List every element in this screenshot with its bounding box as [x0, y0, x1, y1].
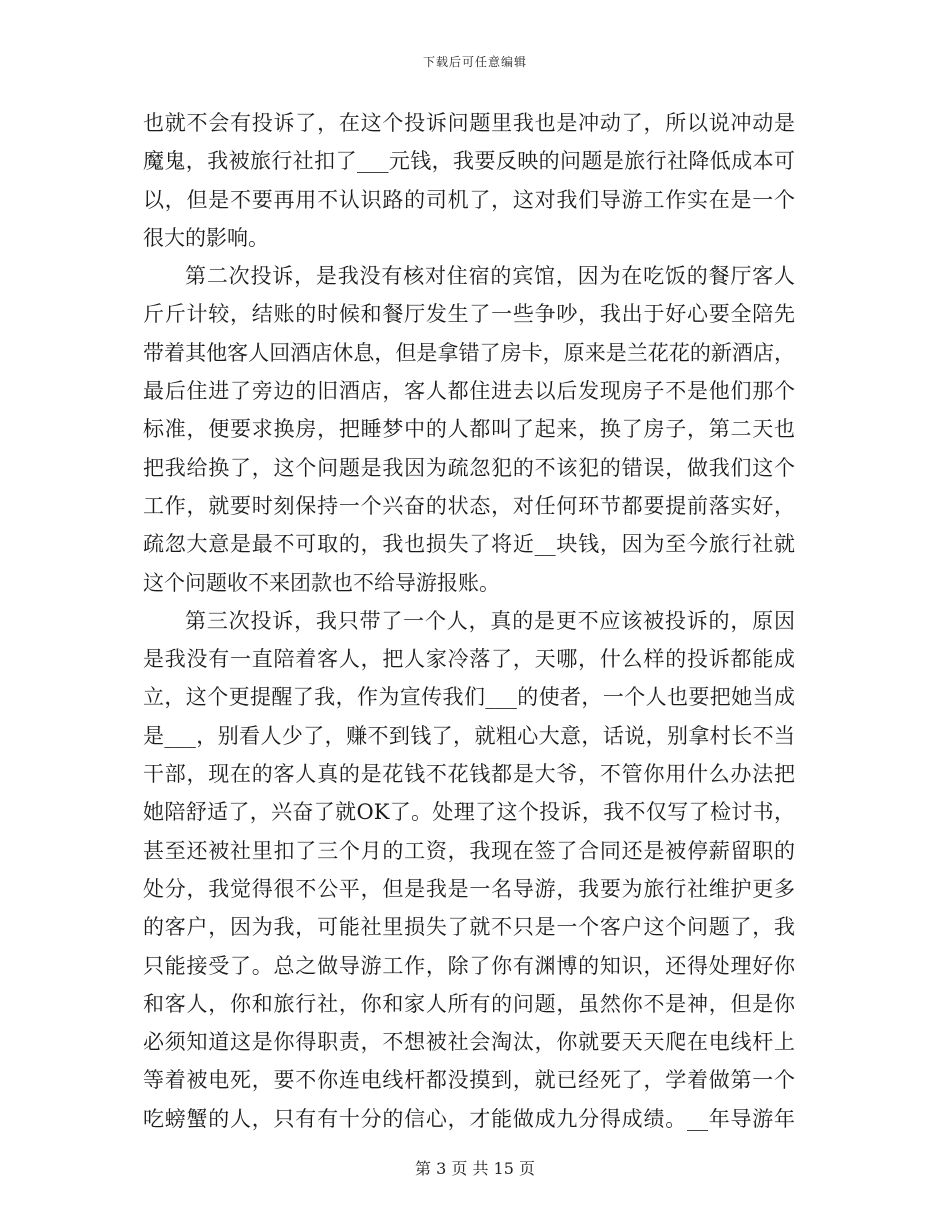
text-line: 和客人，你和旅行社，你和家人所有的问题，虽然你不是神，但是你 [143, 991, 795, 1016]
text-line: 只能接受了。总之做导游工作，除了你有渊博的知识，还得处理好你 [143, 953, 795, 978]
text-line: 立，这个更提醒了我，作为宣传我们___的使者，一个人也要把她当成 [143, 685, 795, 710]
text-line: 以，但是不要再用不认识路的司机了，这对我们导游工作实在是一个 [143, 187, 795, 212]
text-line: 干部，现在的客人真的是花钱不花钱都是大爷，不管你用什么办法把 [143, 762, 795, 787]
text-line: 很大的影响。 [143, 225, 269, 250]
text-line: 处分，我觉得很不公平，但是我是一名导游，我要为旅行社维护更多 [143, 876, 795, 901]
document-body [143, 104, 795, 1138]
text-line: 这个问题收不来团款也不给导游报账。 [143, 570, 500, 595]
text-line: 魔鬼，我被旅行社扣了___元钱，我要反映的问题是旅行社降低成本可 [143, 149, 795, 174]
text-line: 甚至还被社里扣了三个月的工资，我现在签了合同还是被停薪留职的 [143, 838, 795, 863]
text-line: 疏忽大意是最不可取的，我也损失了将近__块钱，因为至今旅行社就 [143, 532, 795, 557]
text-line: 是___，别看人少了，赚不到钱了，就粗心大意，话说，别拿村长不当 [143, 723, 795, 748]
text-line: 带着其他客人回酒店休息，但是拿错了房卡，原来是兰花花的新酒店， [143, 340, 795, 365]
text-line: 第三次投诉，我只带了一个人，真的是更不应该被投诉的，原因 [185, 608, 795, 633]
text-line: 也就不会有投诉了，在这个投诉问题里我也是冲动了，所以说冲动是 [143, 111, 795, 135]
text-line: 斤斤计较，结账的时候和餐厅发生了一些争吵，我出于好心要全陪先 [143, 302, 795, 327]
text-line: 把我给换了，这个问题是我因为疏忽犯的不该犯的错误，做我们这个 [143, 455, 795, 480]
text-line: 是我没有一直陪着客人，把人家冷落了，天哪，什么样的投诉都能成 [143, 647, 795, 672]
text-line: 吃螃蟹的人，只有有十分的信心，才能做成九分得成绩。__年导游年 [143, 1106, 795, 1131]
text-line: 标准，便要求换房，把睡梦中的人都叫了起来，换了房子，第二天也 [143, 417, 795, 442]
header-note: 下载后可任意编辑 [422, 55, 527, 69]
text-line: 工作，就要时刻保持一个兴奋的状态，对任何环节都要提前落实好， [143, 493, 795, 518]
text-line: 最后住进了旁边的旧酒店，客人都住进去以后发现房子不是他们那个 [143, 379, 795, 404]
text-line: 的客户，因为我，可能社里损失了就不只是一个客户这个问题了，我 [143, 915, 795, 940]
text-line: 等着被电死，要不你连电线杆都没摸到，就已经死了，学着做第一个 [143, 1068, 795, 1093]
text-line: 必须知道这是你得职责，不想被社会淘汰，你就要天天爬在电线杆上 [143, 1030, 795, 1055]
text-line: 她陪舒适了，兴奋了就OK了。处理了这个投诉，我不仅写了检讨书， [143, 800, 795, 825]
page-number: 第 3 页 共 15 页 [415, 1159, 535, 1178]
text-line: 第二次投诉，是我没有核对住宿的宾馆，因为在吃饭的餐厅客人 [185, 264, 795, 289]
